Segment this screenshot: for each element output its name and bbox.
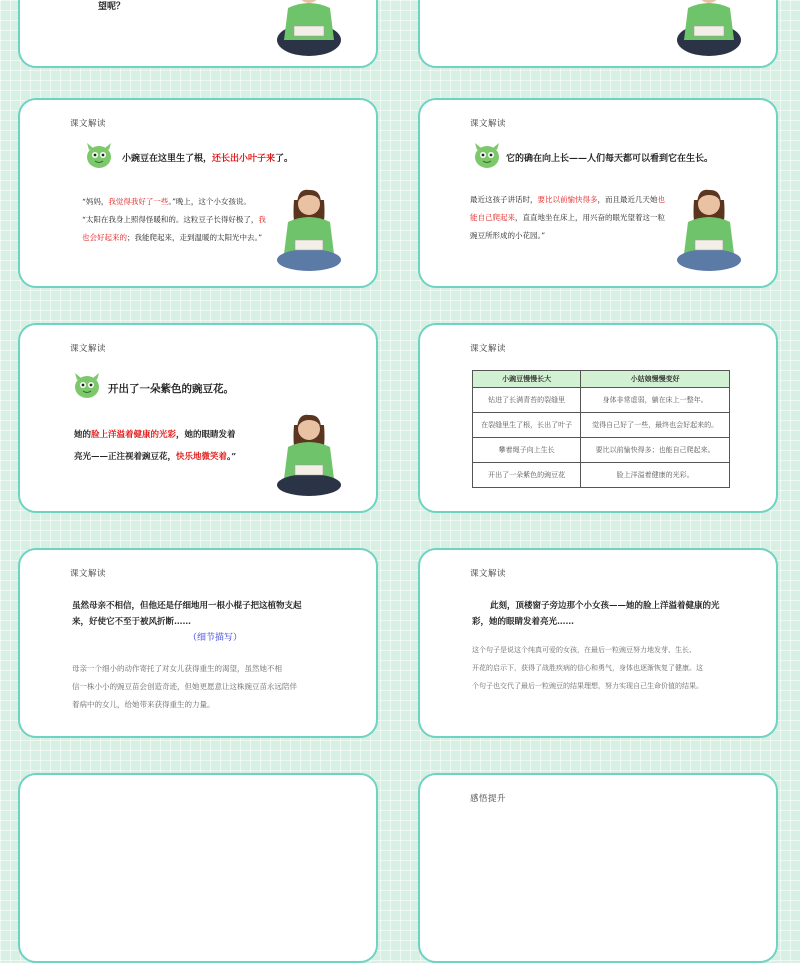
slide-title: 小豌豆在这里生了根，还长出小叶子来了。 <box>122 154 294 164</box>
annotation-tag: （细节描写） <box>188 633 243 643</box>
table-row <box>473 438 730 463</box>
slide-header: 课文解读 <box>70 569 107 579</box>
table-row <box>473 388 730 413</box>
quote-line: 彩，她的眼睛发着亮光…… <box>472 617 575 627</box>
quote-line: 此刻，顶楼窗子旁边那个小女孩——她的脸上洋溢着健康的光 <box>490 601 720 611</box>
analysis-line: 信一株小小的豌豆苗会创造奇迹，但她更愿意让这株豌豆苗永远陪伴 <box>72 682 297 691</box>
reading-girl-image <box>674 0 744 62</box>
slide-card[interactable] <box>418 773 778 963</box>
slide-title: 开出了一朵紫色的豌豆花。 <box>108 383 234 395</box>
slide-header: 课文解读 <box>470 119 507 129</box>
analysis-line: 母亲一个细小的动作寄托了对女儿获得重生的渴望，虽然她不相 <box>72 664 282 673</box>
slide-header: 课文解读 <box>70 344 107 354</box>
slide-card[interactable] <box>418 323 778 513</box>
green-mascot-icon <box>472 140 502 170</box>
table-header-cell: 小豌豆慢慢长大 <box>473 371 581 388</box>
body-line: 能自己爬起来，直直地坐在床上，用兴奋的眼光望着这一粒 <box>470 213 665 222</box>
slide-card[interactable] <box>418 548 778 738</box>
slide-text: 望呢？ <box>98 2 126 12</box>
slide-card[interactable] <box>18 773 378 963</box>
green-mascot-icon <box>84 140 114 170</box>
table-cell: 攀着绳子向上生长 <box>473 438 581 463</box>
quote-line: 也会好起来的；我能爬起来，走到温暖的太阳光中去。” <box>82 233 263 242</box>
reading-girl-image <box>274 405 344 497</box>
table-header-cell: 小姑娘慢慢变好 <box>581 371 730 388</box>
reading-girl-image <box>274 0 344 62</box>
comparison-table <box>472 370 730 488</box>
table-cell: 身体非常虚弱，躺在床上一整年。 <box>581 388 730 413</box>
body-line: 她的脸上洋溢着健康的光彩，她的眼睛发着 <box>74 430 236 440</box>
quote-line: “妈妈，我觉得我好了一些。”晚上，这个小女孩说。 <box>82 197 251 206</box>
analysis-line: 开花的启示下，获得了战胜疾病的信心和勇气，身体也逐渐恢复了健康。这 <box>472 664 703 672</box>
analysis-line: 这个句子是说这个纯真可爱的女孩，在最后一粒豌豆努力地发芽、生长、 <box>472 646 696 654</box>
table-row <box>473 463 730 488</box>
slide-card[interactable] <box>18 98 378 288</box>
quote-line: “太阳在我身上照得怪暖和的。这粒豆子长得好极了，我 <box>82 215 266 224</box>
reading-girl-image <box>274 180 344 272</box>
slide-card[interactable] <box>418 98 778 288</box>
analysis-line: 个句子也交代了最后一粒豌豆的结果理想，努力实现自己生命价值的结果。 <box>472 682 703 690</box>
slide-card[interactable] <box>18 323 378 513</box>
quote-line: 虽然母亲不相信，但他还是仔细地用一根小棍子把这植物支起 <box>72 601 302 611</box>
table-cell: 觉得自己好了一些，最终也会好起来的。 <box>581 413 730 438</box>
table-cell: 要比以前愉快得多；也能自己爬起来。 <box>581 438 730 463</box>
slide-header: 感悟提升 <box>470 794 507 804</box>
slide-card[interactable] <box>18 548 378 738</box>
quote-line: 来，好使它不至于被风折断…… <box>72 617 192 627</box>
table-cell: 脸上洋溢着健康的光彩。 <box>581 463 730 488</box>
table-cell: 在裂缝里生了根，长出了叶子 <box>473 413 581 438</box>
slide-header: 课文解读 <box>70 119 107 129</box>
table-row <box>473 413 730 438</box>
slide-header: 课文解读 <box>470 344 507 354</box>
analysis-line: 着病中的女儿，给她带来获得重生的力量。 <box>72 700 215 709</box>
slide-card[interactable] <box>18 0 378 68</box>
table-cell: 钻进了长满青苔的裂缝里 <box>473 388 581 413</box>
table-cell: 开出了一朵紫色的豌豆花 <box>473 463 581 488</box>
reading-girl-image <box>674 180 744 272</box>
slide-header: 课文解读 <box>470 569 507 579</box>
body-line: 最近这孩子讲话时，要比以前愉快得多，而且最近几天她也 <box>470 195 665 204</box>
green-mascot-icon <box>72 370 102 400</box>
slide-title: 它的确在向上长——人们每天都可以看到它在生长。 <box>506 154 714 164</box>
body-line: 豌豆所形成的小花园。” <box>470 231 546 240</box>
body-line: 亮光——正注视着豌豆花，快乐地微笑着。” <box>74 452 237 462</box>
slide-card[interactable] <box>418 0 778 68</box>
